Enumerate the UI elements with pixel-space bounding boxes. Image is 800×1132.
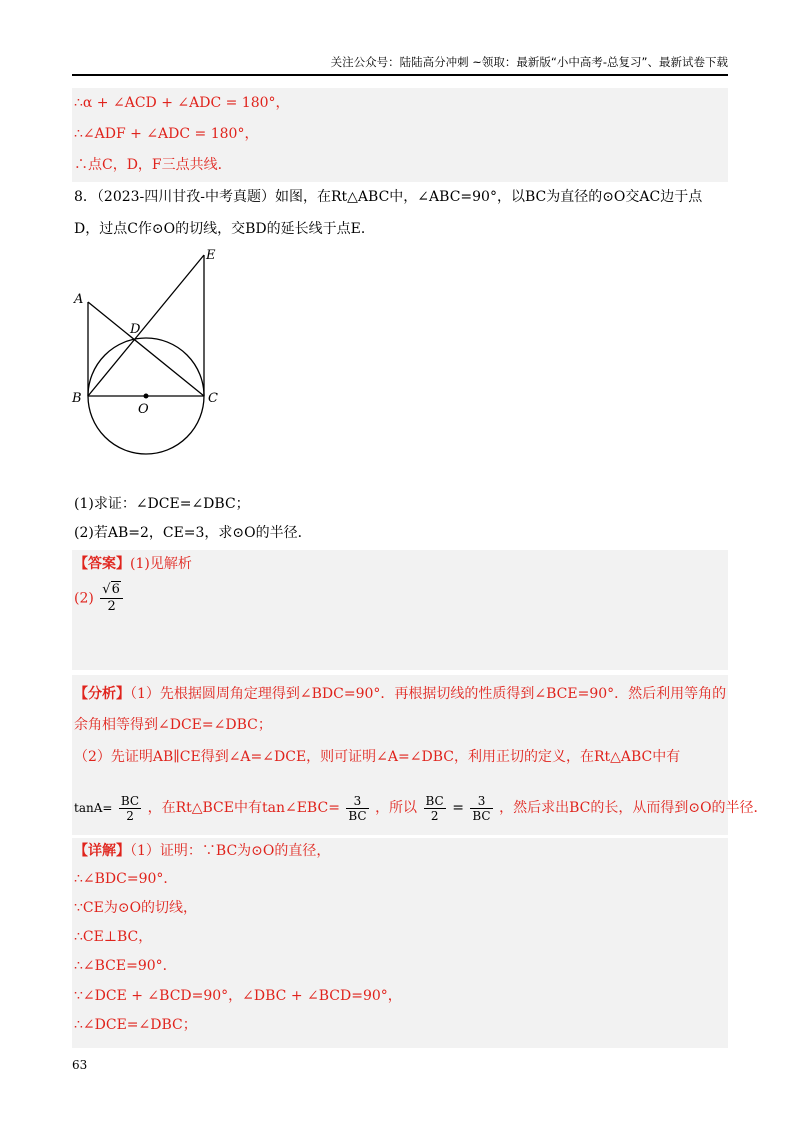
question-2: (2)若AB=2，CE=3，求⊙O的半径．: [74, 525, 312, 541]
answer-part-2-prefix: (2): [74, 590, 94, 607]
answer-line-2: [74, 582, 726, 615]
answer-line-1: [74, 553, 726, 575]
label-e: E: [206, 248, 216, 263]
analysis-text: ，所以: [375, 800, 418, 816]
answer-fraction: $\frac{√6}{2}$: [100, 582, 123, 615]
fraction-3-bc: $\frac{3}{BC}$: [348, 793, 367, 823]
equals-sign: =: [452, 800, 464, 816]
solution-line: ∴点C，D，F三点共线．: [74, 157, 232, 173]
analysis-tag: 【分析】: [74, 686, 130, 702]
analysis-text: （1）先根据圆周角定理得到∠BDC=90°．再根据切线的性质得到∠BCE=90°．然后利用等角的: [130, 686, 727, 702]
question-1: (1)求证：∠DCE=∠DBC；: [74, 496, 250, 512]
page-number: 63: [72, 1058, 88, 1072]
analysis-text: tanA=: [74, 801, 113, 815]
detail-line: ∵CE为⊙O的切线，: [74, 900, 198, 916]
segment-be: [88, 255, 204, 396]
geometry-figure: [70, 245, 230, 480]
solution-line: ∴α + ∠ACD + ∠ADC = 180°，: [74, 95, 290, 111]
fraction-bc-2: $\frac{BC}{2}$: [120, 793, 140, 823]
detail-tag: 【详解】: [74, 843, 130, 859]
problem-statement: D，过点C作⊙O的切线，交BD的延长线于点E．: [74, 221, 375, 237]
fraction-3-bcb: $\frac{3}{BC}$: [472, 793, 491, 823]
analysis-text: ，在Rt△BCE中有tan∠EBC=: [147, 800, 340, 816]
page-header: 关注公众号：陆陆高分冲刺 ~领取：最新版“小中高考-总复习”、最新试卷下载: [72, 52, 728, 76]
detail-line: ∴∠BDC=90°．: [74, 871, 178, 887]
answer-sqrt: 6: [111, 582, 120, 597]
detail-line: ∴∠BCE=90°．: [74, 958, 177, 974]
analysis-line-1: [74, 683, 726, 705]
solution-line: ∴∠ADF + ∠ADC = 180°，: [74, 126, 259, 142]
label-o: O: [138, 402, 149, 417]
answer-den: 2: [107, 599, 116, 614]
label-c: C: [208, 391, 218, 406]
segment-ac: [88, 302, 204, 396]
analysis-line-3: （2）先证明AB∥CE得到∠A=∠DCE，则可证明∠A=∠DBC，利用正切的定义，在Rt△ABC中有: [74, 749, 681, 765]
answer-part-1: (1)见解析: [130, 556, 192, 572]
detail-line: ∴∠DCE=∠DBC；: [74, 1017, 197, 1033]
answer-tag: 【答案】: [74, 556, 130, 572]
detail-line-1: [74, 840, 726, 862]
analysis-line-2: 余角相等得到∠DCE=∠DBC；: [74, 717, 272, 733]
label-a: A: [74, 292, 84, 307]
fraction-bc-2b: $\frac{BC}{2}$: [425, 793, 444, 823]
detail-text: （1）证明：∵BC为⊙O的直径，: [130, 843, 331, 859]
detail-line: ∵∠DCE + ∠BCD=90°，∠DBC + ∠BCD=90°，: [74, 988, 402, 1004]
detail-line: ∴CE⊥BC，: [74, 929, 153, 945]
label-b: B: [72, 391, 82, 406]
center-point: [144, 394, 149, 399]
analysis-line-4: [74, 790, 768, 826]
label-d: D: [130, 322, 141, 337]
problem-statement: 8．（2023-四川甘孜-中考真题）如图，在Rt△ABC中，∠ABC=90°，以BC为直径的⊙O交AC边于点: [74, 189, 703, 205]
analysis-text: ，然后求出BC的长，从而得到⊙O的半径．: [499, 800, 768, 816]
